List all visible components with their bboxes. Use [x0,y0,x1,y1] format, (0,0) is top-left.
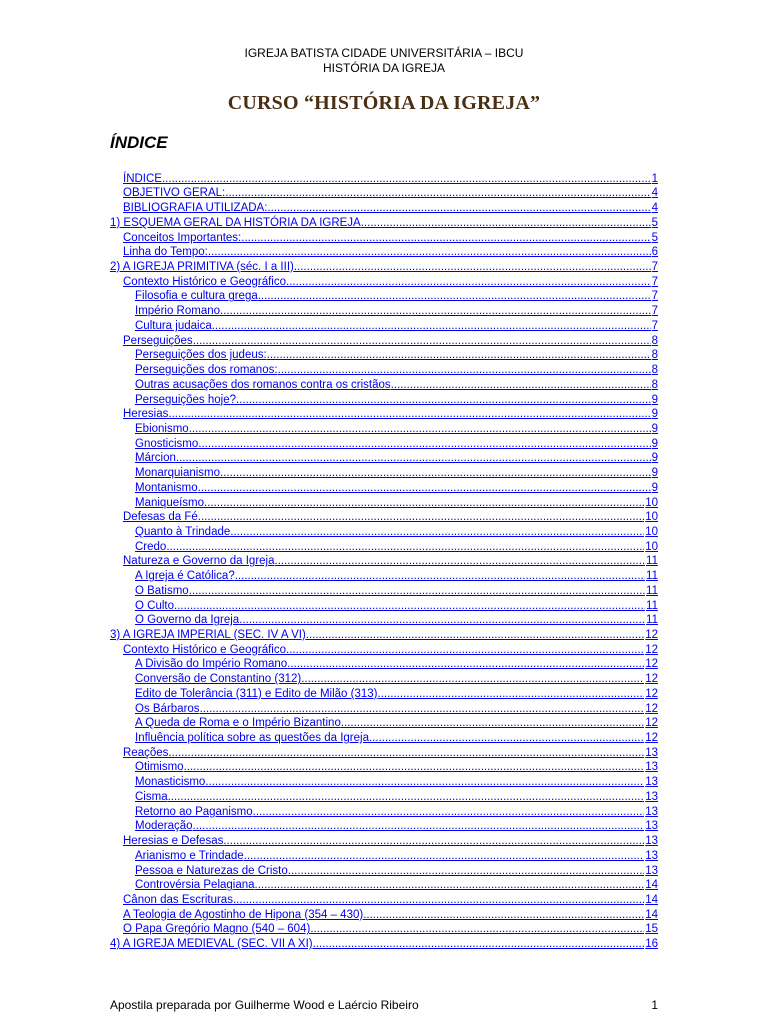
toc-dot-leader [286,644,644,657]
toc-entry-label: Perseguições [123,334,193,347]
toc-entry-page: 7 [651,290,658,303]
toc-dot-leader [378,688,645,701]
toc-dot-leader [166,541,644,554]
toc-entry[interactable] [110,318,658,333]
toc-entry[interactable] [110,348,658,363]
toc-entry[interactable] [110,245,658,260]
toc-dot-leader [301,673,644,686]
toc-entry-page: 13 [645,805,658,818]
toc-entry-page: 13 [645,835,658,848]
toc-entry-label: Perseguições dos judeus: [135,349,267,362]
toc-dot-leader [253,806,645,819]
toc-entry-label: A Divisão do Império Romano [135,658,288,671]
toc-dot-leader [193,820,645,833]
toc-dot-leader [244,850,645,863]
toc-entry-label: Márcion [135,452,176,465]
toc-entry[interactable] [110,716,658,731]
toc-entry[interactable] [110,392,658,407]
toc-dot-leader [267,202,650,215]
toc-entry[interactable] [110,789,658,804]
toc-entry[interactable] [110,878,658,893]
toc-entry-label: Cultura judaica [135,319,212,332]
toc-entry-label: Pessoa e Naturezas de Cristo [135,864,288,877]
toc-entry[interactable] [110,863,658,878]
toc-entry[interactable] [110,407,658,422]
toc-entry-label: Cânon das Escrituras [123,893,233,906]
page-footer [110,998,658,1012]
toc-entry[interactable] [110,215,658,230]
toc-entry-page: 13 [645,790,658,803]
toc-dot-leader [168,791,645,804]
toc-entry-page: 14 [645,879,658,892]
toc-entry-page: 11 [646,599,658,612]
toc-entry[interactable] [110,362,658,377]
toc-entry-label: Perseguições dos romanos: [135,364,278,377]
toc-entry-page: 4 [651,187,658,200]
toc-entry-label: Controvérsia Pelagiana [135,879,255,892]
toc-entry-label: Otimismo [135,761,184,774]
toc-entry-page: 12 [645,643,658,656]
toc-entry[interactable] [110,701,658,716]
toc-entry-label: O Governo da Igreja [135,614,240,627]
toc-dot-leader [313,938,645,951]
toc-entry[interactable] [110,848,658,863]
toc-dot-leader [198,511,644,524]
toc-entry-label: Ebionismo [135,422,189,435]
toc-entry-page: 13 [645,820,658,833]
toc-entry-label: 2) A IGREJA PRIMITIVA (séc. I a III) [110,261,294,274]
toc-entry-page: 16 [645,938,658,951]
toc-entry-label: Montanismo [135,481,198,494]
toc-dot-leader [286,276,651,289]
toc-dot-leader [223,835,644,848]
toc-entry-page: 8 [651,364,658,377]
toc-entry-page: 10 [645,496,658,509]
toc-entry[interactable] [110,760,658,775]
toc-entry[interactable] [110,274,658,289]
toc-dot-leader [184,761,645,774]
toc-entry[interactable] [110,745,658,760]
toc-entry-label: Retorno ao Paganismo [135,805,253,818]
toc-dot-leader [278,364,651,377]
toc-dot-leader [189,423,651,436]
toc-entry[interactable] [110,451,658,466]
toc-entry[interactable] [110,657,658,672]
toc-dot-leader [198,482,651,495]
toc-entry-page: 1 [651,172,658,185]
toc-dot-leader [176,452,651,465]
toc-dot-leader [225,187,650,200]
table-of-contents [110,171,658,951]
toc-entry-page: 12 [645,732,658,745]
toc-entry-page: 12 [645,702,658,715]
toc-entry-label: Contexto Histórico e Geográfico [123,643,286,656]
toc-dot-leader [310,923,644,936]
footer-page-number: 1 [651,998,658,1012]
toc-entry-label: Gnosticismo [135,437,199,450]
toc-entry-label: Os Bárbaros [135,702,200,715]
toc-entry[interactable] [110,774,658,789]
toc-entry-label: A Igreja é Católica? [135,570,235,583]
toc-dot-leader [239,614,645,627]
toc-entry-page: 8 [651,378,658,391]
toc-entry-page: 13 [645,746,658,759]
toc-entry[interactable] [110,200,658,215]
toc-dot-leader [233,894,644,907]
toc-entry-label: BIBLIOGRAFIA UTILIZADA: [123,202,268,215]
toc-dot-leader [236,394,651,407]
toc-entry-label: Edito de Tolerância (311) e Edito de Milão (313) [135,687,378,700]
toc-dot-leader [204,497,644,510]
toc-entry[interactable] [110,186,658,201]
toc-entry-page: 5 [651,216,658,229]
toc-entry-label: Conversão de Constantino (312) [135,673,302,686]
toc-entry-page: 8 [651,334,658,347]
toc-entry-page: 9 [651,393,658,406]
toc-entry-label: OBJETIVO GERAL: [123,187,226,200]
toc-entry-label: Perseguições hoje? [135,393,237,406]
toc-entry-page: 10 [645,525,658,538]
toc-entry[interactable] [110,554,658,569]
toc-entry[interactable] [110,922,658,937]
toc-entry-label: O Culto [135,599,174,612]
toc-entry-page: 11 [646,570,658,583]
toc-dot-leader [258,290,651,303]
toc-entry-label: Contexto Histórico e Geográfico [123,275,286,288]
toc-dot-leader [230,526,644,539]
toc-entry[interactable] [110,289,658,304]
toc-entry-page: 9 [651,452,658,465]
toc-entry-label: O Batismo [135,584,189,597]
toc-entry-label: Defesas da Fé [123,511,198,524]
toc-entry-page: 9 [651,481,658,494]
toc-entry-page: 10 [645,511,658,524]
toc-entry-label: Monasticismo [135,776,206,789]
toc-entry-page: 10 [645,540,658,553]
toc-dot-leader [255,879,645,892]
toc-entry[interactable] [110,583,658,598]
toc-entry[interactable] [110,480,658,495]
toc-entry-label: Outras acusações dos romanos contra os cristãos [135,378,391,391]
toc-entry[interactable] [110,259,658,274]
toc-entry-label: A Teologia de Agostinho de Hipona (354 – 430) [123,908,364,921]
toc-entry[interactable] [110,333,658,348]
toc-entry-page: 12 [645,673,658,686]
toc-dot-leader [369,732,644,745]
toc-entry-page: 8 [651,349,658,362]
toc-dot-leader [235,570,645,583]
toc-entry[interactable] [110,303,658,318]
toc-dot-leader [288,865,644,878]
toc-entry[interactable] [110,598,658,613]
toc-entry[interactable] [110,436,658,451]
toc-entry-page: 12 [645,717,658,730]
toc-entry[interactable] [110,627,658,642]
toc-entry[interactable] [110,686,658,701]
toc-entry[interactable] [110,892,658,907]
toc-dot-leader [198,438,650,451]
toc-entry-page: 7 [651,319,658,332]
toc-entry[interactable] [110,833,658,848]
toc-entry-page: 13 [645,776,658,789]
toc-dot-leader [220,305,651,318]
toc-entry[interactable] [110,377,658,392]
toc-dot-leader [174,600,645,613]
toc-dot-leader [361,217,651,230]
document-header [0,46,768,76]
toc-entry[interactable] [110,642,658,657]
toc-dot-leader [162,173,651,186]
toc-entry[interactable] [110,907,658,922]
toc-dot-leader [341,717,644,730]
toc-entry-label: A Queda de Roma e o Império Bizantino [135,717,341,730]
toc-dot-leader [267,349,651,362]
toc-entry-label: O Papa Gregório Magno (540 – 604) [123,923,311,936]
toc-entry-label: Conceitos Importantes: [123,231,242,244]
toc-entry-page: 12 [645,629,658,641]
toc-dot-leader [306,629,644,642]
toc-entry[interactable] [110,230,658,245]
toc-entry-page: 12 [645,658,658,671]
toc-entry-label: Linha do Tempo: [123,246,208,259]
toc-entry-label: Credo [135,540,167,553]
toc-dot-leader [391,379,651,392]
toc-dot-leader [212,320,651,333]
toc-dot-leader [208,246,651,259]
toc-entry-label: Quanto à Trindade [135,525,231,538]
toc-dot-leader [205,776,644,789]
toc-dot-leader [220,467,651,480]
toc-entry-label: Moderação [135,820,193,833]
toc-entry-page: 9 [651,408,658,421]
toc-entry-label: Filosofia e cultura grega [135,290,258,303]
toc-entry[interactable] [110,804,658,819]
toc-entry-page: 11 [646,555,658,568]
toc-entry-page: 12 [645,687,658,700]
toc-entry-page: 9 [651,437,658,450]
toc-dot-leader [363,909,644,922]
toc-entry-label: Monarquianismo [135,467,221,480]
toc-entry-label: Arianismo e Trindade [135,849,244,862]
course-title: CURSO “HISTÓRIA DA IGREJA” [227,92,541,114]
toc-entry-label: Maniqueísmo [135,496,205,509]
toc-entry-label: 4) A IGREJA MEDIEVAL (SEC. VII A XI) [110,938,313,951]
toc-entry-label: Heresias [123,408,169,421]
toc-entry[interactable] [110,510,658,525]
toc-entry-page: 6 [651,246,658,259]
toc-dot-leader [200,703,645,716]
header-church-name: IGREJA BATISTA CIDADE UNIVERSITÁRIA – IBCU [244,46,524,60]
toc-entry[interactable] [110,171,658,186]
toc-entry-label: Reações [123,746,169,759]
toc-entry-label: Cisma [135,790,168,803]
toc-entry-page: 13 [645,864,658,877]
toc-entry-page: 7 [651,305,658,318]
toc-dot-leader [294,261,651,274]
toc-entry-page: 13 [645,761,658,774]
toc-entry-page: 14 [645,893,658,906]
toc-entry[interactable] [110,613,658,628]
toc-entry[interactable] [110,539,658,554]
toc-entry-label: Influência política sobre as questões da Igreja [135,732,369,745]
footer-credit: Apostila preparada por Guilherme Wood e Laércio Ribeiro [110,998,419,1012]
toc-dot-leader [193,335,651,348]
toc-entry-label: ÍNDICE [123,172,162,185]
header-subject: HISTÓRIA DA IGREJA [322,61,446,75]
toc-entry[interactable] [110,465,658,480]
toc-entry-label: 1) ESQUEMA GERAL DA HISTÓRIA DA IGREJA [110,216,361,229]
toc-entry-label: Império Romano [135,305,221,318]
toc-dot-leader [241,232,650,245]
toc-entry-label: 3) A IGREJA IMPERIAL (SEC. IV A VI) [110,629,306,641]
toc-dot-leader [168,747,644,760]
index-heading: ÍNDICE [110,133,168,152]
toc-dot-leader [275,555,646,568]
toc-entry-page: 7 [651,275,658,288]
toc-entry-page: 5 [651,231,658,244]
toc-entry-page: 14 [645,908,658,921]
toc-entry-label: Natureza e Governo da Igreja [123,555,275,568]
toc-entry-page: 4 [651,202,658,215]
toc-entry-page: 11 [646,584,658,597]
toc-entry-page: 9 [651,467,658,480]
toc-dot-leader [189,585,645,598]
toc-entry-page: 11 [646,614,658,627]
toc-entry-page: 9 [651,422,658,435]
toc-entry[interactable] [110,730,658,745]
toc-entry-page: 15 [645,923,658,936]
toc-entry-label: Heresias e Defesas [123,835,224,848]
toc-entry[interactable] [110,819,658,834]
toc-entry[interactable] [110,421,658,436]
toc-entry[interactable] [110,671,658,686]
toc-entry-page: 13 [645,849,658,862]
toc-entry[interactable] [110,568,658,583]
toc-dot-leader [287,658,644,671]
toc-entry-page: 7 [651,261,658,274]
toc-entry[interactable] [110,495,658,510]
toc-entry[interactable] [110,524,658,539]
toc-dot-leader [168,408,650,421]
toc-entry[interactable] [110,936,658,951]
